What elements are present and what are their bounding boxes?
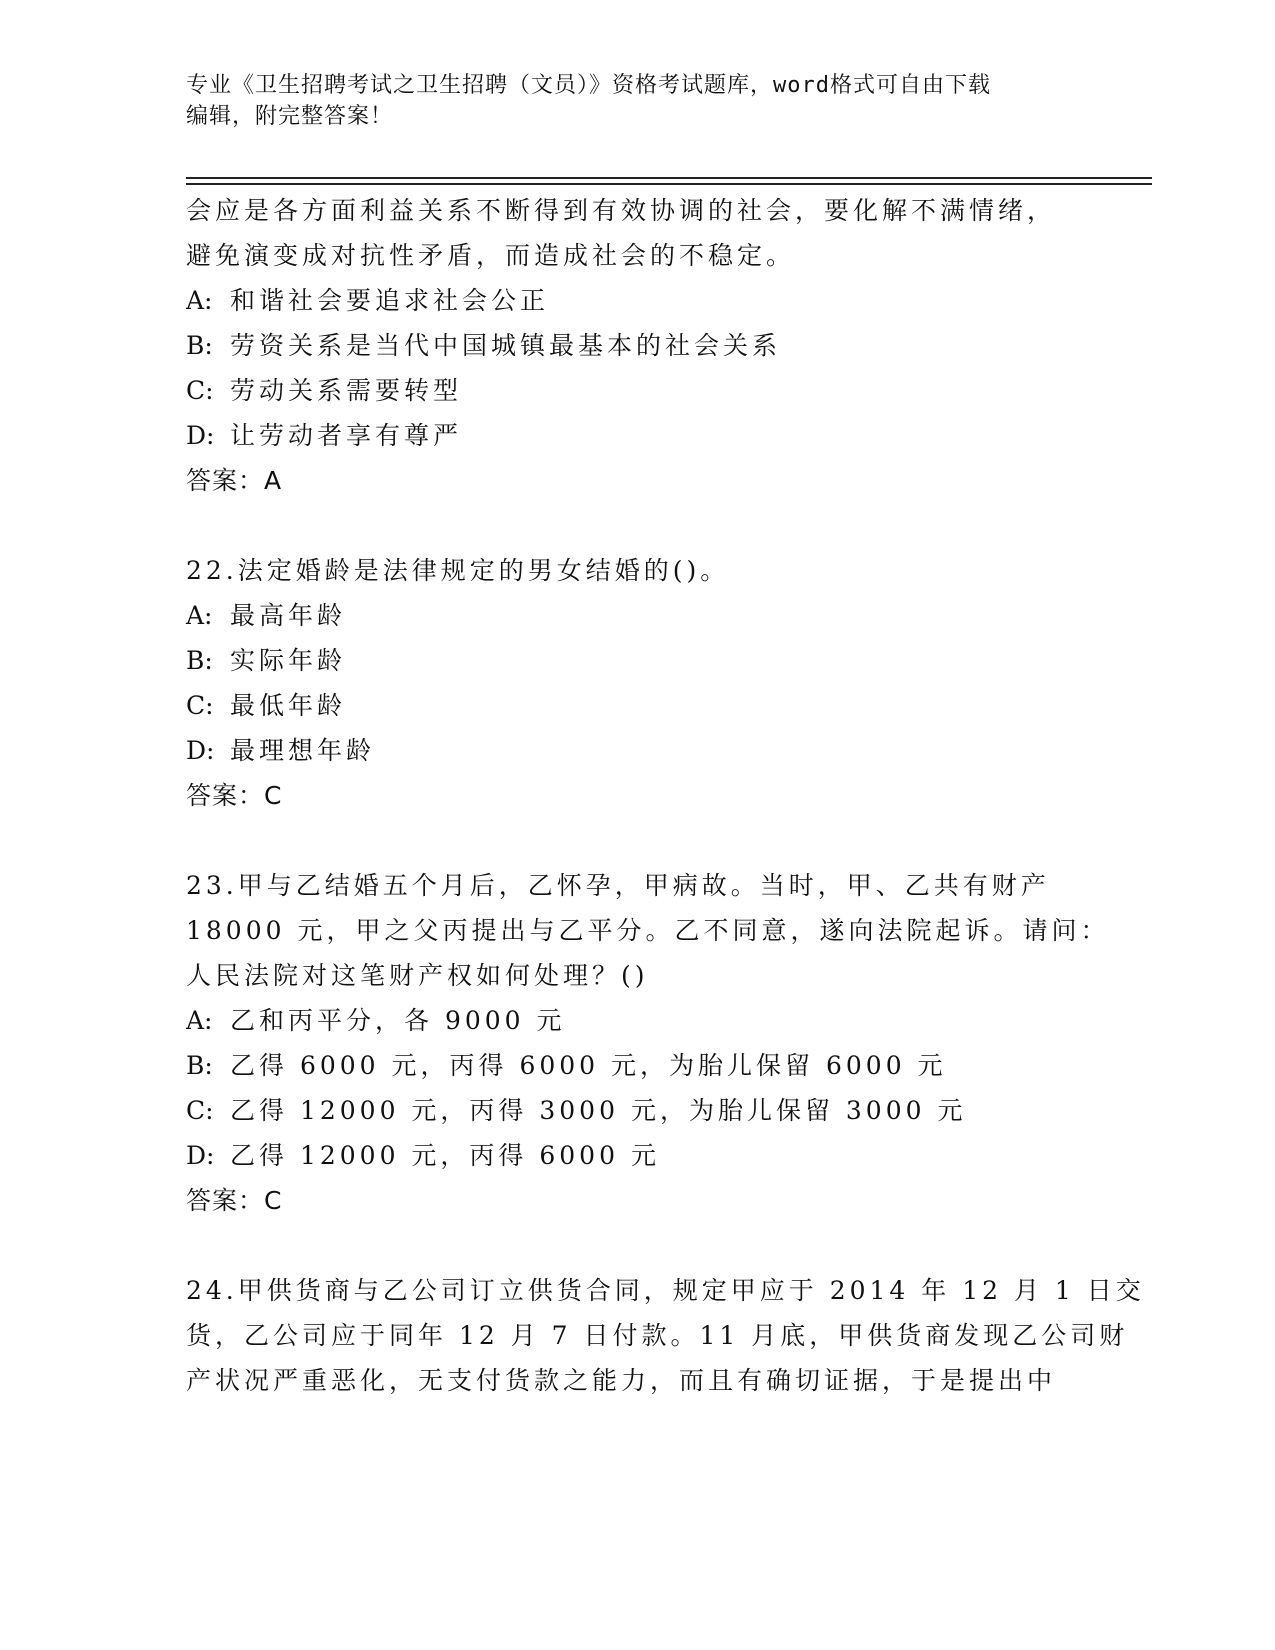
- question-stem-line: 货，乙公司应于同年 12 月 7 日付款。11 月底，甲供货商发现乙公司财: [186, 1321, 1129, 1350]
- option-text: 乙得 6000 元，丙得 6000 元，为胎儿保留 6000 元: [230, 1051, 947, 1080]
- question-stem-line: 人民法院对这笔财产权如何处理？(): [186, 961, 649, 990]
- option-label: B:: [186, 1051, 213, 1080]
- answer: 答案：C: [186, 781, 283, 810]
- option-d: [186, 728, 1086, 773]
- question-stem-line: 18000 元，甲之父丙提出与乙平分。乙不同意，遂向法院起诉。请问：: [186, 916, 1110, 945]
- question-stem: 22.法定婚龄是法律规定的男女结婚的()。: [186, 556, 730, 585]
- option-label: D:: [186, 736, 215, 765]
- option-text: 让劳动者享有尊严: [230, 421, 463, 450]
- option-label: C:: [186, 1096, 214, 1125]
- option-text: 劳资关系是当代中国城镇最基本的社会关系: [230, 331, 782, 360]
- option-text: 最高年龄: [230, 601, 347, 630]
- question-stem-line: 会应是各方面利益关系不断得到有效协调的社会，要化解不满情绪，: [186, 196, 1057, 225]
- document-header: [186, 70, 1086, 132]
- option-c: [186, 683, 1086, 728]
- option-text: 和谐社会要追求社会公正: [230, 286, 550, 315]
- header-line-2: 编辑，附完整答案！: [186, 104, 394, 129]
- option-c: [186, 1088, 1086, 1133]
- option-text: 实际年龄: [230, 646, 347, 675]
- spacer: [186, 818, 1086, 863]
- question-stem-line: 23.甲与乙结婚五个月后，乙怀孕，甲病故。当时，甲、乙共有财产: [186, 871, 1050, 900]
- option-label: C:: [186, 691, 214, 720]
- question-21: [186, 188, 1086, 503]
- answer: 答案：A: [186, 466, 283, 495]
- option-label: A:: [186, 1006, 213, 1035]
- question-stem-line: 产状况严重恶化，无支付货款之能力，而且有确切证据，于是提出中: [186, 1366, 1057, 1395]
- option-a: [186, 278, 1086, 323]
- question-24: [186, 1268, 1145, 1403]
- option-d: [186, 413, 1086, 458]
- option-text: 乙得 12000 元，丙得 6000 元: [230, 1141, 660, 1170]
- option-label: A:: [186, 286, 213, 315]
- option-text: 乙得 12000 元，丙得 3000 元，为胎儿保留 3000 元: [230, 1096, 967, 1125]
- option-d: [186, 1133, 1086, 1178]
- header-line-1: 专业《卫生招聘考试之卫生招聘（文员）》资格考试题库，word格式可自由下载: [186, 73, 991, 98]
- option-label: A:: [186, 601, 213, 630]
- question-23: [186, 863, 1110, 1223]
- option-label: D:: [186, 1141, 215, 1170]
- option-b: [186, 638, 1086, 683]
- option-label: D:: [186, 421, 215, 450]
- option-a: [186, 593, 1086, 638]
- question-stem-line: 24.甲供货商与乙公司订立供货合同，规定甲应于 2014 年 12 月 1 日交: [186, 1276, 1145, 1305]
- question-22: [186, 548, 1086, 818]
- option-text: 乙和丙平分，各 9000 元: [230, 1006, 566, 1035]
- option-label: B:: [186, 331, 213, 360]
- option-b: [186, 323, 1086, 368]
- option-text: 最低年龄: [230, 691, 347, 720]
- option-label: C:: [186, 376, 214, 405]
- spacer: [186, 1223, 1086, 1268]
- option-c: [186, 368, 1086, 413]
- spacer: [186, 503, 1086, 548]
- answer: 答案：C: [186, 1186, 283, 1215]
- question-stem-line: 避免演变成对抗性矛盾，而造成社会的不稳定。: [186, 241, 796, 270]
- option-b: [186, 1043, 1086, 1088]
- document-body: [186, 188, 1145, 1403]
- header-divider-top: [186, 177, 1152, 179]
- header-divider-bottom: [186, 183, 1152, 185]
- option-text: 最理想年龄: [230, 736, 376, 765]
- option-a: [186, 998, 1086, 1043]
- option-text: 劳动关系需要转型: [230, 376, 463, 405]
- option-label: B:: [186, 646, 213, 675]
